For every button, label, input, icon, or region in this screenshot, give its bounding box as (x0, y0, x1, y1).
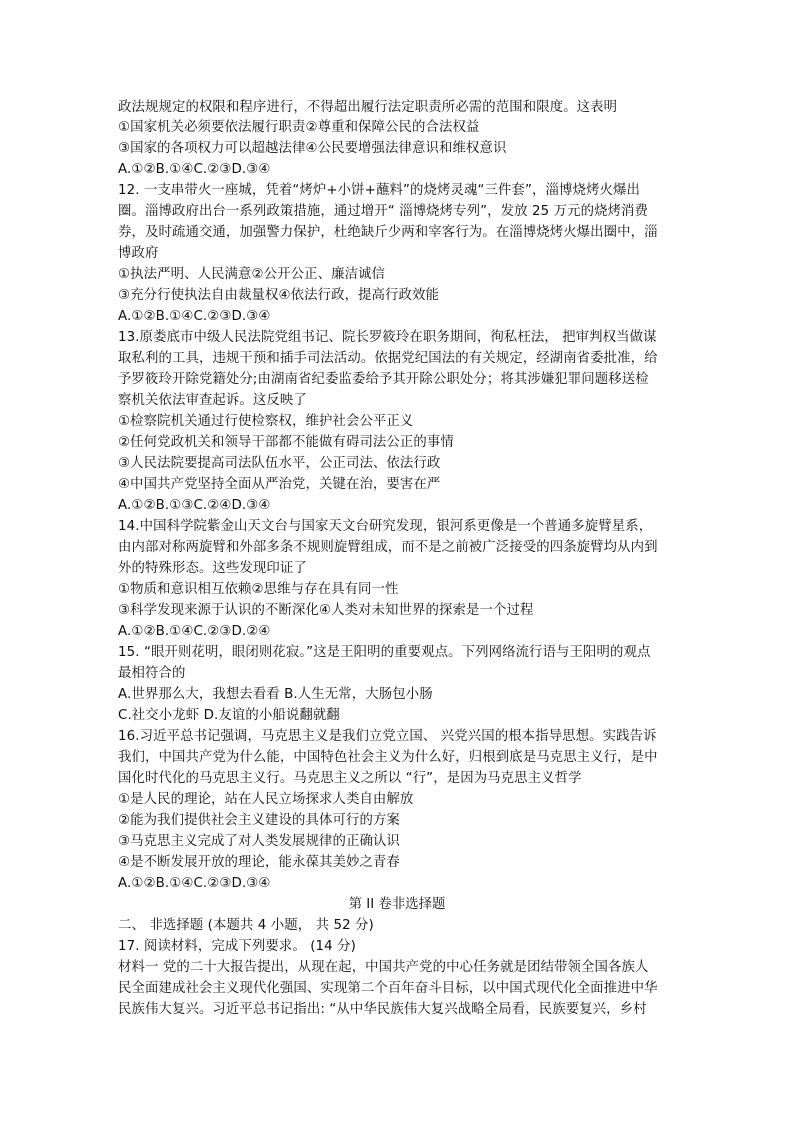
question-15-line: 15. “眼开则花明，眼闭则花寂。”这是王阳明的重要观点。下列网络流行语与王阳明的观点 (118, 645, 651, 660)
text-line: 察机关依法审查起诉。这反映了 (118, 393, 307, 408)
material-text: 民全面建成社会主义现代化强国、实现第二个百年奋斗目标，以中国式现代化全面推进中华 (118, 981, 658, 996)
text-line: ③科学发现来源于认识的不断深化④人类对未知世界的探索是一个过程 (118, 603, 534, 618)
answer-options: A.①②B.①③C.②④D.③④ (118, 498, 271, 513)
text-line: ④是不断发展开放的理论，能永葆其美妙之青春 (118, 855, 400, 870)
text-line: 国化时代化的马克思主义行。马克思主义之所以 “行”，是因为马克思主义哲学 (118, 771, 582, 786)
question-12-line: 12. 一支串带火一座城，凭着“烤炉+小饼+蘸料”的烧烤灵魂“三件套”，淄博烧烤火爆出 (118, 183, 640, 198)
answer-options: A.①②B.①④C.②③D.③④ (118, 876, 271, 891)
text-line: ③充分行使执法自由裁量权④依法行政，提高行政效能 (118, 288, 440, 303)
material-text: 民族伟大复兴。习近平总书记指出: “从中华民族伟大复兴战略全局看，民族要复兴，乡村 (118, 1002, 647, 1017)
text-line: 外的特殊形态。这些发现印证了 (118, 561, 307, 576)
answer-options: A.①②B.①④C.②③D.③④ (118, 309, 271, 324)
text-line: ②任何党政机关和领导干部都不能做有碍司法公正的事情 (118, 435, 454, 450)
text-line: ③国家的各项权力可以超越法律④公民要增强法律意识和维权意识 (118, 141, 507, 156)
text-line: 取私利的工具，违规干预和插手司法活动。依据党纪国法的有关规定，经湖南省委批准，给 (118, 351, 658, 366)
text-line: ③马克思主义完成了对人类发展规律的正确认识 (118, 834, 400, 849)
text-line: ①物质和意识相互依赖②思维与存在具有同一性 (118, 582, 399, 597)
question-16-line: 16.习近平总书记强调，马克思主义是我们立党立国、 兴党兴国的根本指导思想。实践告诉 (118, 729, 657, 744)
text-line: 我们，中国共产党为什么能，中国特色社会主义为什么好，归根到底是马克思主义行，是中 (118, 750, 658, 765)
text-line: 博政府 (118, 246, 159, 261)
material-text: 材料一 党的二十大报告提出，从现在起，中国共产党的中心任务就是团结带领全国各族人 (118, 960, 649, 975)
text-line: ①是人民的理论，站在人民立场探求人类自由解放 (118, 792, 414, 807)
answer-options: C.社交小龙虾 D.友谊的小船说翻就翻 (118, 708, 340, 723)
answer-options: A.世界那么大，我想去看看 B.人生无常，大肠包小肠 (118, 687, 433, 702)
section-title: 第 II 卷非选择题 (348, 897, 446, 912)
question-13-line: 13.原娄底市中级人民法院党组书记、院长罗筱玲在职务期间，徇私枉法， 把审判权当做谋 (118, 330, 657, 345)
question-14-line: 14.中国科学院紫金山天文台与国家天文台研究发现，银河系更像是一个普通多旋臂星系， (118, 519, 653, 534)
question-17-line: 17. 阅读材料，完成下列要求。 (14 分) (118, 939, 356, 954)
text-line: 政法规规定的权限和程序进行，不得超出履行法定职责所必需的范围和限度。这表明 (118, 100, 618, 115)
text-line: ④中国共产党坚持全面从严治党，关键在治，要害在严 (118, 477, 441, 492)
text-line: ②能为我们提供社会主义建设的具体可行的方案 (118, 813, 400, 828)
text-line: 券，及时疏通交通，加强警力保护，杜绝缺斤少两和宰客行为。在淄博烧烤火爆出圈中，淄 (118, 225, 658, 240)
text-line: ③人民法院要提高司法队伍水平，公正司法、依法行政 (118, 456, 441, 471)
answer-options: A.①②B.①④C.②③D.③④ (118, 162, 271, 177)
section-heading: 二、 非选择题 (本题共 4 小题， 共 52 分) (118, 918, 374, 933)
text-line: 由内部对称两旋臂和外部多条不规则旋臂组成，而不是之前被广泛接受的四条旋臂均从内到 (118, 540, 658, 555)
text-line: ①检察院机关通过行使检察权，维护社会公平正义 (118, 414, 414, 429)
text-line: 予罗筱玲开除党籍处分;由湖南省纪委监委给予其开除公职处分；将其涉嫌犯罪问题移送检 (118, 372, 649, 387)
text-line: ①执法严明、人民满意②公开公正、廉洁诚信 (118, 267, 386, 282)
text-line: ①国家机关必须要依法履行职责②尊重和保障公民的合法权益 (118, 120, 480, 135)
text-line: 圈。淄博政府出台一系列政策措施，通过增开“ 淄博烧烤专列”，发放 25 万元的烧烤消费 (118, 204, 649, 219)
text-line: 最相符合的 (118, 666, 186, 681)
answer-options: A.①②B.①④C.②③D.②④ (118, 624, 271, 639)
